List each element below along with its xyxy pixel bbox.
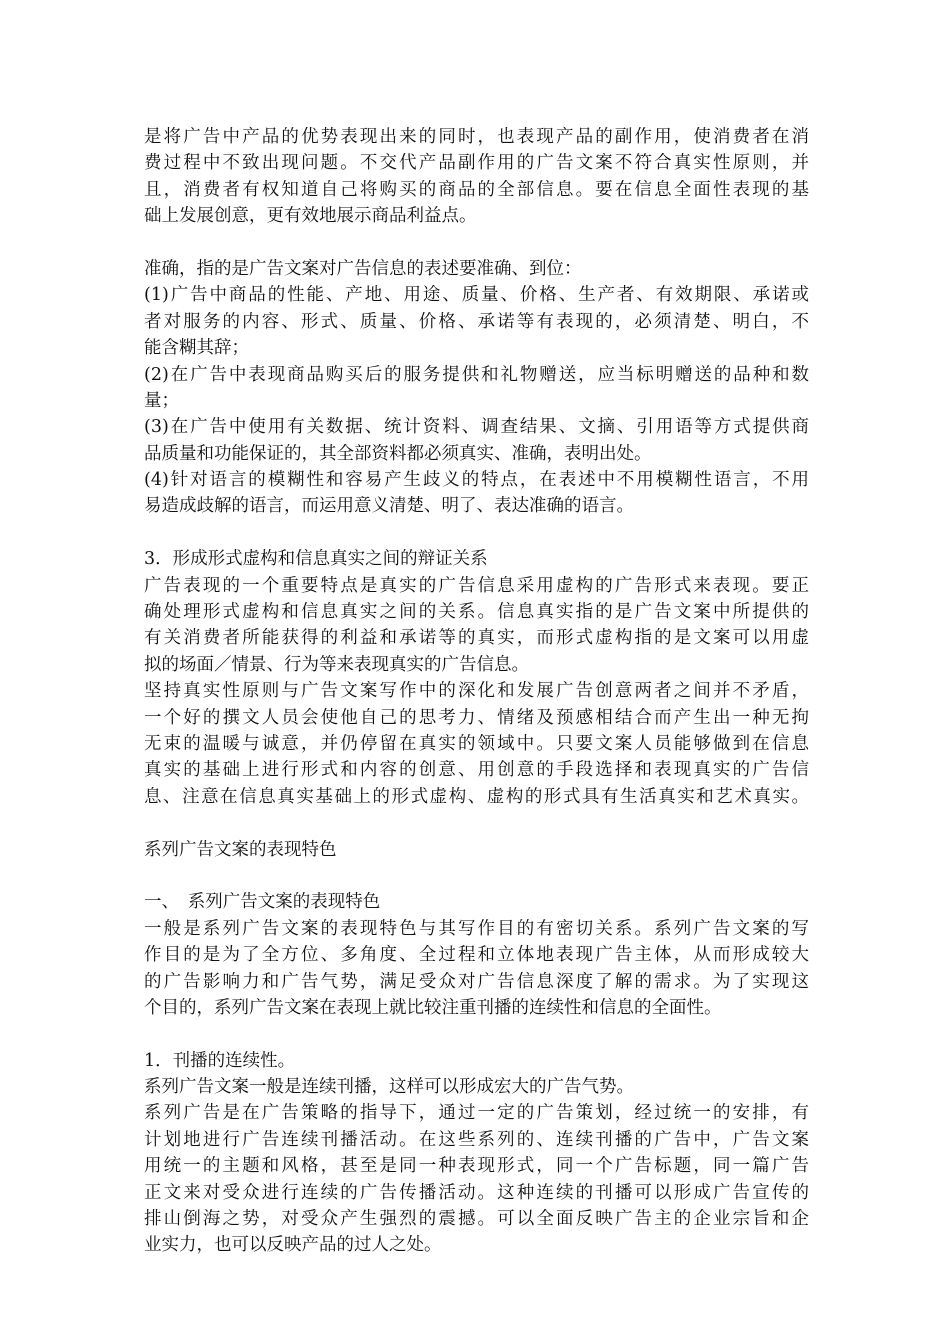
blank-line	[144, 520, 814, 546]
text-line: 真实的基础上进行形式和内容的创意、用创意的手段选择和表现真实的广告信	[144, 760, 809, 781]
text-line: 能含糊其辞；	[144, 338, 249, 359]
text-line: (4)针对语言的模糊性和容易产生歧义的特点，在表述中不用模糊性语言，不用	[144, 470, 809, 491]
text-line: 量；	[144, 390, 179, 411]
text-line: 易造成歧解的语言，而运用意义清楚、明了、表达准确的语言。	[144, 496, 634, 517]
text-line: 拟的场面／情景、行为等来表现真实的广告信息。	[144, 654, 529, 675]
text-line: 是将广告中产品的优势表现出来的同时，也表现产品的副作用，使消费者在消	[144, 127, 809, 147]
text-line: 1．刊播的连续性。	[144, 1050, 296, 1071]
text-line: 品质量和功能保证的，其全部资料都必须真实、准确，表明出处。	[144, 443, 652, 464]
blank-line	[144, 863, 814, 889]
text-line: 排山倒海之势，对受众产生强烈的震撼。可以全面反映广告主的企业宗旨和企	[144, 1209, 809, 1230]
text-line: 计划地进行广告连续刊播活动。在这些系列的、连续刊播的广告中，广告文案	[144, 1129, 809, 1150]
text-line: (2)在广告中表现商品购买后的服务提供和礼物赠送，应当标明赠送的品种和数	[144, 364, 809, 385]
text-line: 一般是系列广告文案的表现特色与其写作目的有密切关系。系列广告文案的写	[144, 918, 809, 939]
text-line: 且，消费者有权知道自己将购买的商品的全部信息。要在信息全面性表现的基	[144, 179, 809, 200]
text-line: 业实力，也可以反映产品的过人之处。	[144, 1235, 442, 1256]
text-line: 正文来对受众进行连续的广告传播活动。这种连续的刊播可以形成广告宣传的	[144, 1182, 809, 1203]
text-line: 系列广告是在广告策略的指导下，通过一定的广告策划，经过统一的安排，有	[144, 1103, 809, 1124]
text-line: 费过程中不致出现问题。不交代产品副作用的广告文案不符合真实性原则，并	[144, 153, 809, 174]
text-line: 的广告影响力和广告气势，满足受众对广告信息深度了解的需求。为了实现这	[144, 971, 809, 992]
text-line: (1)广告中商品的性能、产地、用途、质量、价格、生产者、有效期限、承诺或	[144, 285, 809, 306]
text-line: 个目的，系列广告文案在表现上就比较注重刊播的连续性和信息的全面性。	[144, 997, 722, 1018]
text-line: 广告表现的一个重要特点是真实的广告信息采用虚构的广告形式来表现。要正	[144, 575, 809, 596]
text-line: 3．形成形式虚构和信息真实之间的辩证关系	[144, 549, 488, 570]
text-line: 础上发展创意，更有效地展示商品利益点。	[144, 206, 477, 227]
blank-line	[144, 230, 814, 256]
text-line: 者对服务的内容、形式、质量、价格、承诺等有表现的，必须清楚、明白，不	[144, 311, 809, 332]
text-line: 确处理形式虚构和信息真实之间的关系。信息真实指的是广告文案中所提供的	[144, 602, 809, 623]
text-line: 系列广告文案的表现特色	[144, 839, 337, 860]
document-body	[144, 124, 814, 1259]
text-line: 无束的温暖与诚意，并仍停留在真实的领域中。只要文案人员能够做到在信息	[144, 733, 809, 754]
text-line: 一个好的撰文人员会使他自己的思考力、情绪及预感相结合而产生出一种无拘	[144, 707, 809, 728]
text-line: 坚持真实性原则与广告文案写作中的深化和发展广告创意两者之间并不矛盾，	[144, 681, 809, 702]
blank-line	[144, 810, 814, 836]
text-line: 一、 系列广告文案的表现特色	[144, 892, 381, 913]
text-line: 作目的是为了全方位、多角度、全过程和立体地表现广告主体，从而形成较大	[144, 945, 809, 966]
text-line: 有关消费者所能获得的利益和承诺等的真实，而形式虚构指的是文案可以用虚	[144, 628, 809, 649]
text-line: (3)在广告中使用有关数据、统计资料、调查结果、文摘、引用语等方式提供商	[144, 417, 809, 438]
text-line: 系列广告文案一般是连续刊播，这样可以形成宏大的广告气势。	[144, 1077, 634, 1098]
text-line: 准确，指的是广告文案对广告信息的表述要准确、到位：	[144, 258, 582, 279]
text-line: 用统一的主题和风格，甚至是同一种表现形式，同一个广告标题，同一篇广告	[144, 1156, 809, 1177]
text-line: 息、注意在信息真实基础上的形式虚构、虚构的形式具有生活真实和艺术真实。	[144, 786, 809, 807]
blank-line	[144, 1021, 814, 1047]
